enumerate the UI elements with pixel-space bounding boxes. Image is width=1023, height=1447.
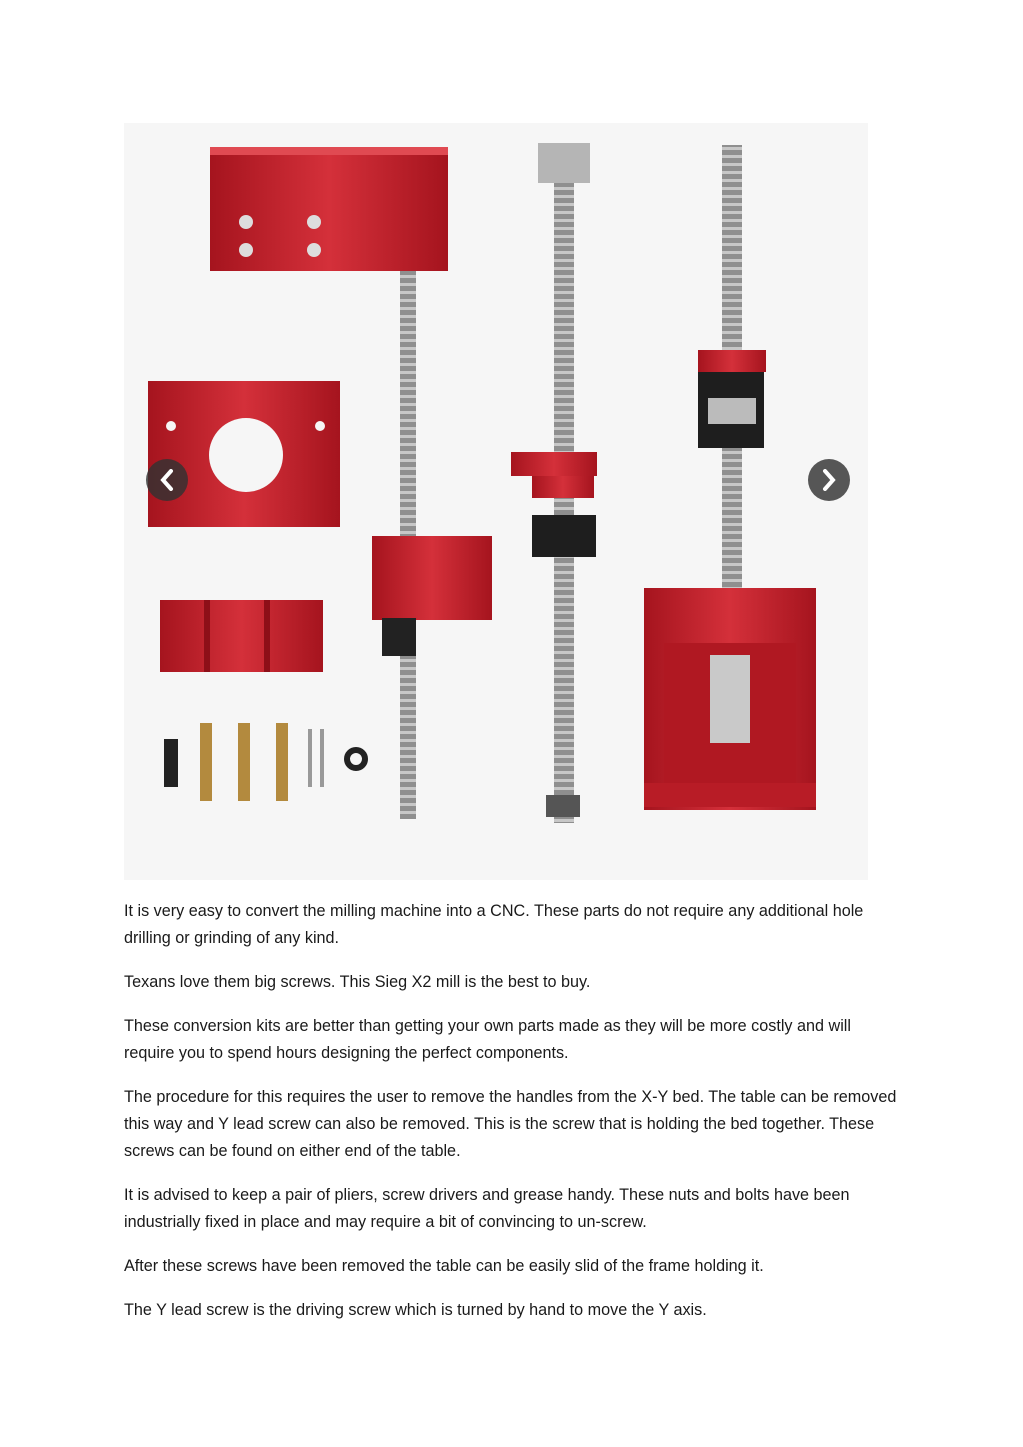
coupler-top: [538, 143, 590, 183]
next-image-button[interactable]: [808, 459, 850, 501]
nut-block-2: [511, 452, 597, 476]
paragraph: The procedure for this requires the user to remove the handles from the X-Y bed. The table can be removed this way and Y lead screw can also be removed. This is the screw that is holding the bed together. These screws can be found on either end of the table.: [124, 1088, 897, 1160]
article-body: [124, 898, 904, 1341]
paragraph: These conversion kits are better than getting your own parts made as they will be more costly and will require you to spend hours designing the perfect components.: [124, 1017, 851, 1062]
slotted-plate: [160, 600, 323, 672]
paragraph: Texans love them big screws. This Sieg X2 mill is the best to buy.: [124, 973, 591, 991]
fasteners: [164, 723, 365, 801]
product-photo: [124, 123, 868, 880]
motor-frame: [644, 588, 816, 810]
paragraph: It is very easy to convert the milling machine into a CNC. These parts do not require any additional hole drilling or grinding of any kind.: [124, 902, 864, 947]
motor-mount-block: [210, 147, 448, 271]
paragraph: The Y lead screw is the driving screw which is turned by hand to move the Y axis.: [124, 1301, 707, 1319]
bracket-plate: [148, 381, 340, 527]
chevron-left-icon: [159, 469, 175, 491]
ball-screw-2: [554, 183, 574, 823]
chevron-right-icon: [821, 469, 837, 491]
nut-housing-1: [372, 536, 492, 620]
paragraph: After these screws have been removed the table can be easily slid of the frame holding it.: [124, 1257, 764, 1275]
paragraph: It is advised to keep a pair of pliers, screw drivers and grease handy. These nuts and bolts have been industrially fixed in place and may require a bit of convincing to un-screw.: [124, 1186, 850, 1231]
previous-image-button[interactable]: [146, 459, 188, 501]
cnc-conversion-kit-image: [124, 123, 868, 880]
nut-block-3: [698, 350, 766, 372]
